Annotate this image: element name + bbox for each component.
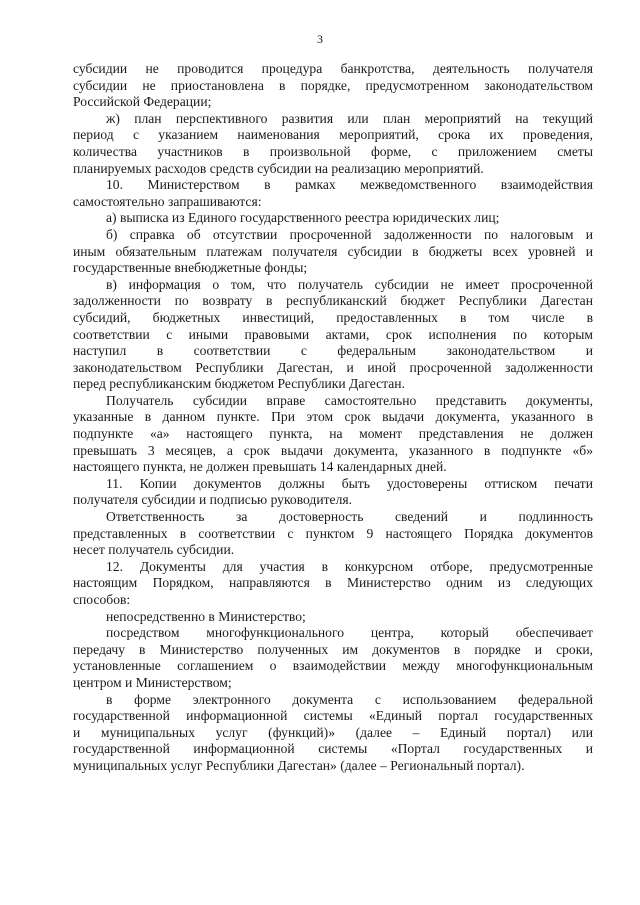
text-line: Ответственность за достоверность сведений и подлинность: [106, 509, 593, 525]
text-line: период с указанием наименования мероприятий, срока их проведения,: [73, 127, 593, 143]
text-line: в форме электронного документа с использованием федеральной: [106, 691, 593, 707]
text-line: субсидии не приостановлена в порядке, предусмотренном законодательством: [73, 77, 593, 93]
text-line: указанные в данном пункте. При этом срок выдачи документа, указанного в: [73, 409, 593, 425]
document-body: [73, 61, 593, 775]
text-line: установленные соглашением о взаимодействии между многофункциональным: [73, 658, 593, 674]
text-line: количества участников в произвольной форме, с приложением сметы: [73, 143, 593, 159]
text-line: иным обязательным платежам получателя субсидии в бюджеты всех уровней и: [73, 243, 593, 259]
text-line: 10. Министерством в рамках межведомственного взаимодействия: [106, 177, 593, 193]
page-number: 3: [317, 32, 323, 46]
text-line: в) информация о том, что получатель субсидии не имеет просроченной: [106, 276, 593, 292]
text-line: планируемых расходов средств субсидии на реализацию мероприятий.: [73, 160, 484, 176]
text-line: государственные внебюджетные фонды;: [73, 260, 308, 276]
text-line: представленных в соответствии с пунктом 9 настоящего Порядка документов: [73, 525, 593, 541]
text-line: субсидии не проводится процедура банкротства, деятельность получателя: [73, 61, 593, 76]
text-line: передачу в Министерство полученных им документов в порядке и сроки,: [73, 641, 593, 657]
text-line: настоящего пункта, не должен превышать 14 календарных дней.: [73, 459, 447, 475]
text-line: непосредственно в Министерство;: [106, 608, 306, 624]
text-line: Российской Федерации;: [73, 94, 212, 110]
text-line: несет получатель субсидии.: [73, 542, 235, 558]
text-line: наступил в соответствии с федеральным законодательством и: [73, 343, 593, 359]
text-line: перед республиканским бюджетом Республики Дагестан.: [73, 376, 405, 392]
text-line: способов:: [73, 592, 131, 607]
text-line: 12. Документы для участия в конкурсном отборе, предусмотренные: [106, 558, 593, 574]
text-line: муниципальных услуг Республики Дагестан» (далее – Региональный портал).: [73, 757, 525, 773]
text-line: 11. Копии документов должны быть удостоверены оттиском печати: [106, 475, 593, 491]
text-line: получателя субсидии и подписью руководителя.: [73, 492, 353, 508]
text-line: настоящим Порядком, направляются в Министерство одним из следующих: [73, 575, 593, 591]
text-line: б) справка об отсутствии просроченной задолженности по налоговым и: [106, 226, 593, 242]
text-line: ж) план перспективного развития или план мероприятий на текущий: [106, 110, 593, 126]
text-line: самостоятельно запрашиваются:: [73, 193, 262, 209]
text-line: соответствии с иными правовыми актами, срок исполнения по которым: [73, 326, 593, 342]
text-line: законодательством Республики Дагестан, и иной просроченной задолженности: [73, 359, 593, 375]
text-line: превышать 3 месяцев, а срок выдачи документа, указанного в подпункте «б»: [73, 442, 593, 458]
text-line: подпункте «а» настоящего пункта, на момент представления не должен: [73, 426, 593, 442]
text-line: посредством многофункционального центра, который обеспечивает: [106, 625, 593, 641]
text-line: задолженности по возврату в республиканский бюджет Республики Дагестан: [73, 293, 593, 309]
text-line: и муниципальных услуг (функций)» (далее – Единый портал) или: [73, 724, 593, 740]
text-line: государственной информационной системы «Портал государственных и: [73, 741, 593, 757]
text-line: государственной информационной системы «Единый портал государственных: [73, 708, 593, 724]
text-line: центром и Министерством;: [73, 674, 232, 690]
text-line: субсидий, бюджетных инвестиций, предоставленных в том числе в: [73, 309, 593, 325]
text-line: Получатель субсидии вправе самостоятельно представить документы,: [106, 392, 593, 408]
text-line: а) выписка из Единого государственного реестра юридических лиц;: [106, 210, 500, 226]
